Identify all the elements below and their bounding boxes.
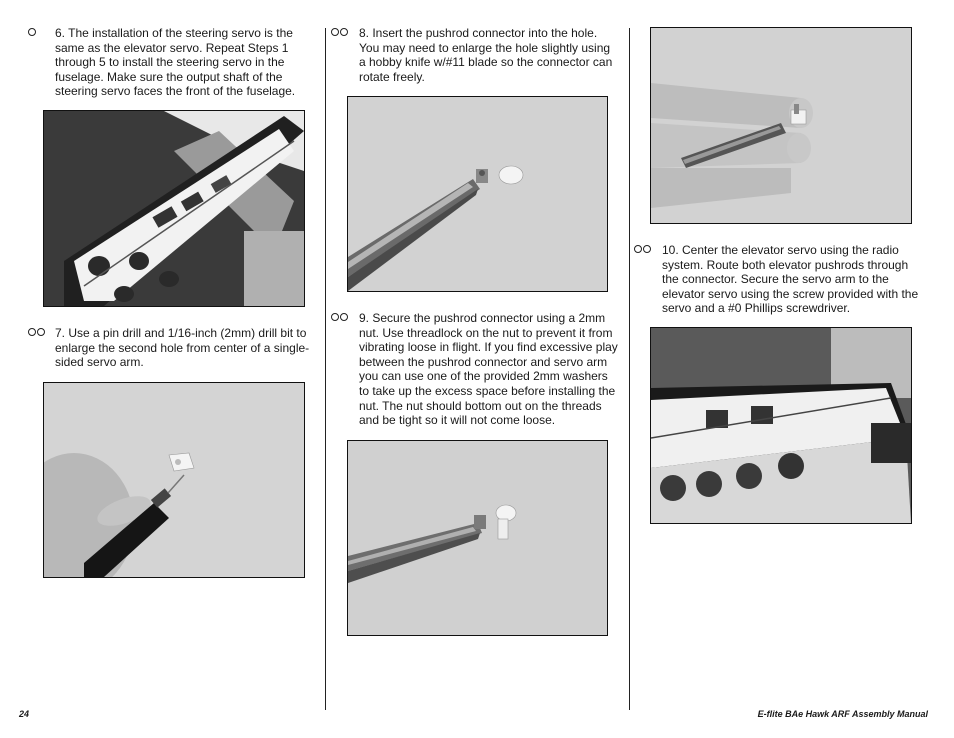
- column-divider-1: [325, 28, 326, 710]
- manual-title: E-flite BAe Hawk ARF Assembly Manual: [757, 709, 928, 719]
- photo-pushrod-connector-insert: [347, 96, 608, 292]
- step-7: [28, 326, 318, 370]
- photo-hand-holding-connector: [650, 27, 912, 224]
- step-8: [331, 26, 613, 84]
- checkbox-circle-icon: [331, 313, 339, 321]
- column-divider-2: [629, 28, 630, 710]
- checkbox-circle-icon: [331, 28, 339, 36]
- step-text: 7. Use a pin drill and 1/16-inch (2mm) drill bit to enlarge the second hole from center of a single-sided servo arm.: [55, 326, 310, 370]
- checkbox-group: [331, 26, 359, 84]
- checkbox-group: [634, 243, 662, 316]
- checkbox-circle-icon: [634, 245, 642, 253]
- step-9: [331, 311, 621, 428]
- step-10: [634, 243, 924, 316]
- step-text: 9. Secure the pushrod connector using a 2mm nut. Use threadlock on the nut to prevent it from vibrating loose in flight. If you find excessive play between the pushrod connector and servo arm you can use one of the provided 2mm washers to take up the excess space before installing the nut. The nut should bottom out on the threads and be tight so it will not come loose.: [359, 311, 618, 428]
- step-text: 6. The installation of the steering servo is the same as the elevator servo. Repeat Steps 1 through 5 to install the steering servo in the fuselage. Make sure the output shaft of the steering servo faces the front of the fuselage.: [55, 26, 296, 99]
- step-text: 10. Center the elevator servo using the radio system. Route both elevator pushrods through the connector. Secure the servo arm to the elevator servo using the screw provided with the servo and a #0 Phillips screwdriver.: [662, 243, 919, 316]
- checkbox-group: [28, 326, 55, 370]
- checkbox-circle-icon: [28, 28, 36, 36]
- photo-pin-drill-servo-arm: [43, 382, 305, 578]
- step-6: [28, 26, 318, 99]
- photo-fuselage-steering-servo: [43, 110, 305, 307]
- checkbox-circle-icon: [28, 328, 36, 336]
- page-number: 24: [19, 709, 30, 719]
- checkbox-circle-icon: [340, 313, 348, 321]
- checkbox-circle-icon: [37, 328, 45, 336]
- photo-elevator-servo-installed: [650, 327, 912, 524]
- checkbox-circle-icon: [340, 28, 348, 36]
- checkbox-group: [28, 26, 55, 99]
- photo-pushrod-connector-nut: [347, 440, 608, 636]
- checkbox-group: [331, 311, 359, 428]
- checkbox-circle-icon: [643, 245, 651, 253]
- step-text: 8. Insert the pushrod connector into the hole. You may need to enlarge the hole slightly using a hobby knife w/#11 blade so the connector can rotate freely.: [359, 26, 613, 84]
